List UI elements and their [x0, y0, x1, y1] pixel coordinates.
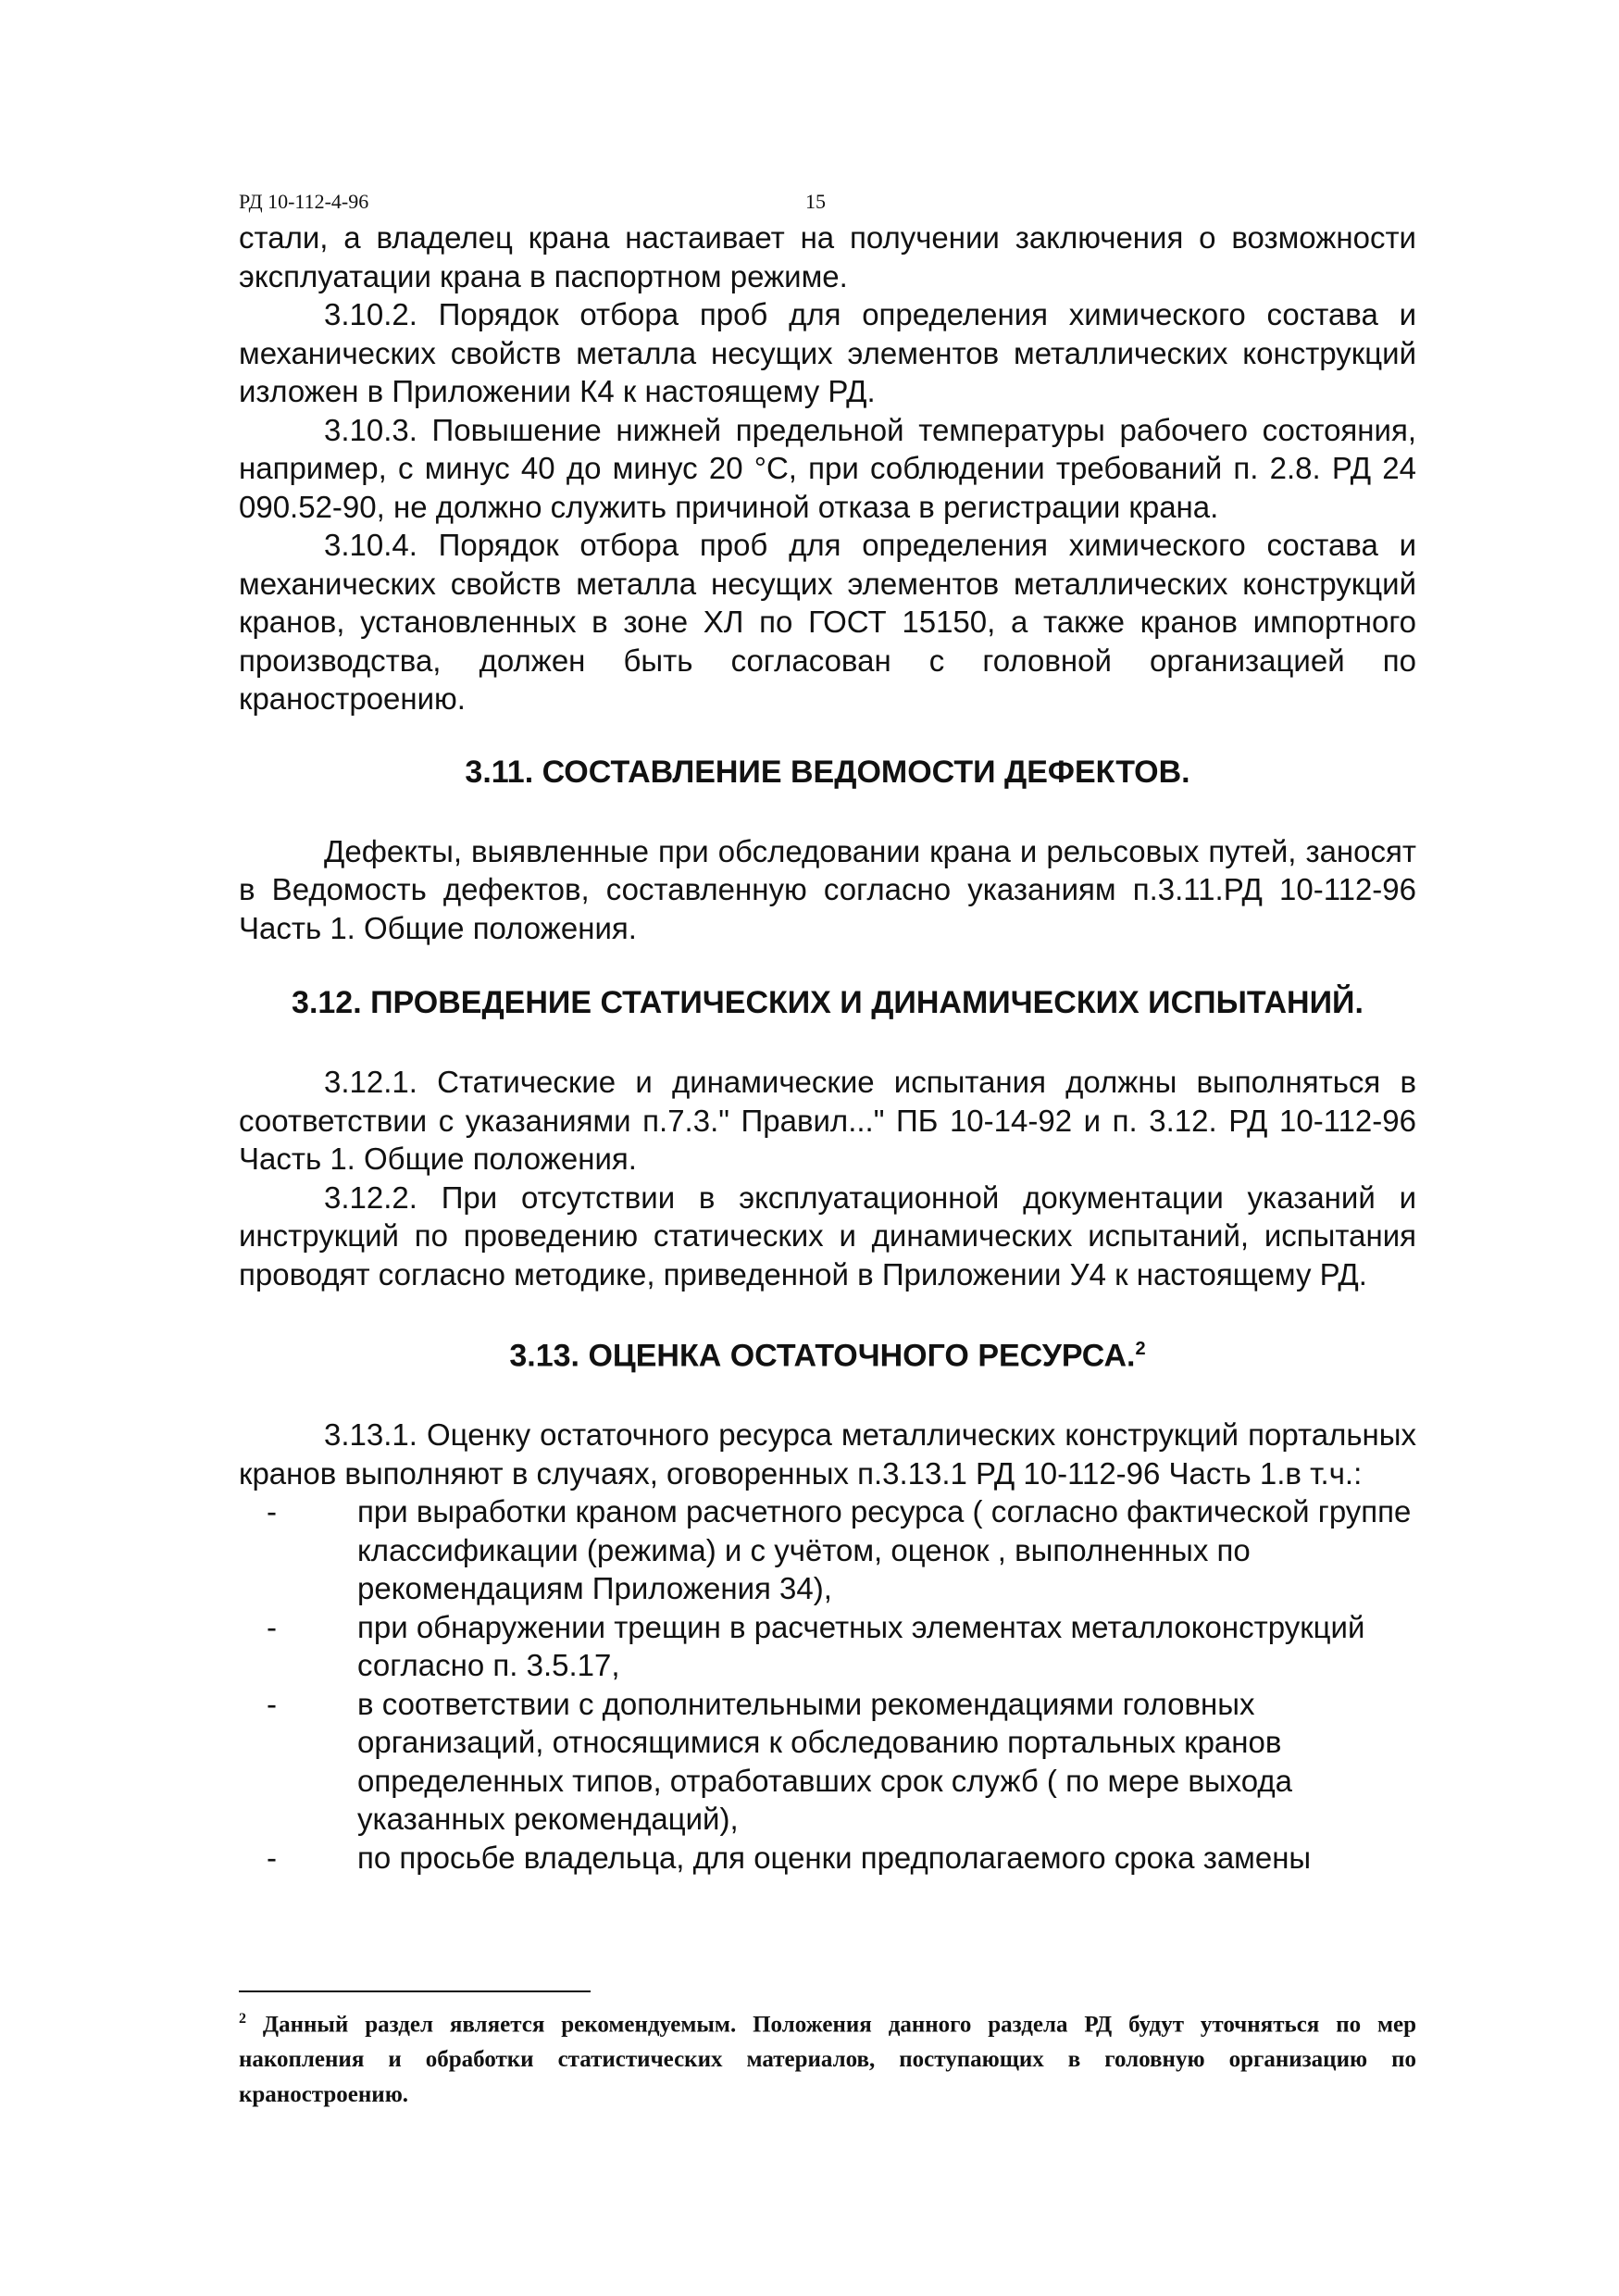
paragraph-3-13-1: 3.13.1. Оценку остаточного ресурса металлических конструкций портальных кранов выполняют в случаях, оговоренных п.3.13.1 РД 10-112-96 Часть 1.в т.ч.: [239, 1417, 1416, 1491]
heading-3-11: 3.11. СОСТАВЛЕНИЕ ВЕДОМОСТИ ДЕФЕКТОВ. [465, 754, 1190, 790]
heading-3-13-text: 3.13. ОЦЕНКА ОСТАТОЧНОГО РЕСУРСА. [509, 1338, 1136, 1374]
paragraph-3-10-3: 3.10.3. Повышение нижней предельной температуры рабочего состояния, например, с минус 40 до минус 20 °С, при соблюдении требований п. 2.8. РД 24 090.52-90, не должно служить причиной отказа в регистрации крана. [239, 412, 1416, 524]
list-item-text: при выработки краном расчетного ресурса ( согласно фактической группе классификации (режима) и с учётом, оценок , выполненных по рекомендациям Приложения 34), [357, 1494, 1412, 1606]
footnote-marker: 2 [239, 2011, 246, 2027]
document-id: РД 10-112-4-96 [239, 190, 369, 213]
paragraph-3-12-1: 3.12.1. Статические и динамические испытания должны выполняться в соответствии с указаниями п.7.3." Правил..." ПБ 10-14-92 и п. 3.12. РД 10-112-96 Часть 1. Общие положения. [239, 1065, 1416, 1176]
list-item-text: в соответствии с дополнительными рекомендациями головных организаций, относящимися к обследованию портальных кранов определенных типов, отработавших срок служб ( по мере выхода указанных рекомендаций), [357, 1686, 1293, 1837]
bullet-list [239, 1492, 1416, 1877]
footnote-divider [239, 1990, 591, 1992]
dash-marker: - [267, 1686, 277, 1721]
footnote-reference: 2 [1135, 1339, 1146, 1359]
paragraph-3-11: Дефекты, выявленные при обследовании крана и рельсовых путей, заносят в Ведомость дефектов, составленную согласно указаниям п.3.11.РД 10-112-96 Часть 1. Общие положения. [239, 833, 1416, 945]
heading-3-12: 3.12. ПРОВЕДЕНИЕ СТАТИЧЕСКИХ И ДИНАМИЧЕСКИХ ИСПЫТАНИЙ. [292, 985, 1364, 1020]
list-item [239, 1492, 1416, 1608]
paragraph-3-12-2: 3.12.2. При отсутствии в эксплуатационной документации указаний и инструкций по проведению статических и динамических испытаний, испытания проводят согласно методике, приведенной в Приложении У4 к настоящему РД. [239, 1179, 1416, 1292]
dash-marker: - [267, 1494, 277, 1529]
heading-3-13 [239, 1330, 1416, 1375]
dash-marker: - [267, 1840, 277, 1875]
footnote-text: Данный раздел является рекомендуемым. Положения данного раздела РД будут уточняться по мер накопления и обработки статистических материалов, поступающих в головную организацию по краностроению. [239, 2012, 1417, 2108]
page-header [239, 190, 1424, 218]
page-number: 15 [805, 190, 826, 213]
page-content [239, 218, 1416, 1877]
list-item [239, 1685, 1416, 1839]
list-item [239, 1608, 1416, 1685]
paragraph-3-10-2: 3.10.2. Порядок отбора проб для определения химического состава и механических свойств металла несущих элементов металлических конструкций изложен в Приложении К4 к настоящему РД. [239, 297, 1416, 408]
paragraph-3-10-4: 3.10.4. Порядок отбора проб для определения химического состава и механических свойств металла несущих элементов металлических конструкций кранов, установленных в зоне ХЛ по ГОСТ 15150, а также кранов импортного производства, должен быть согласован с головной организацией по краностроению. [239, 528, 1416, 716]
dash-marker: - [267, 1609, 277, 1644]
footnote [239, 2002, 1416, 2113]
paragraph-continuation: стали, а владелец крана настаивает на получении заключения о возможности эксплуатации крана в паспортном режиме. [239, 220, 1416, 293]
list-item-text: по просьбе владельца, для оценки предполагаемого срока замены [357, 1840, 1312, 1875]
list-item-text: при обнаружении трещин в расчетных элементах металлоконструкций согласно п. 3.5.17, [357, 1609, 1365, 1683]
list-item [239, 1839, 1416, 1878]
